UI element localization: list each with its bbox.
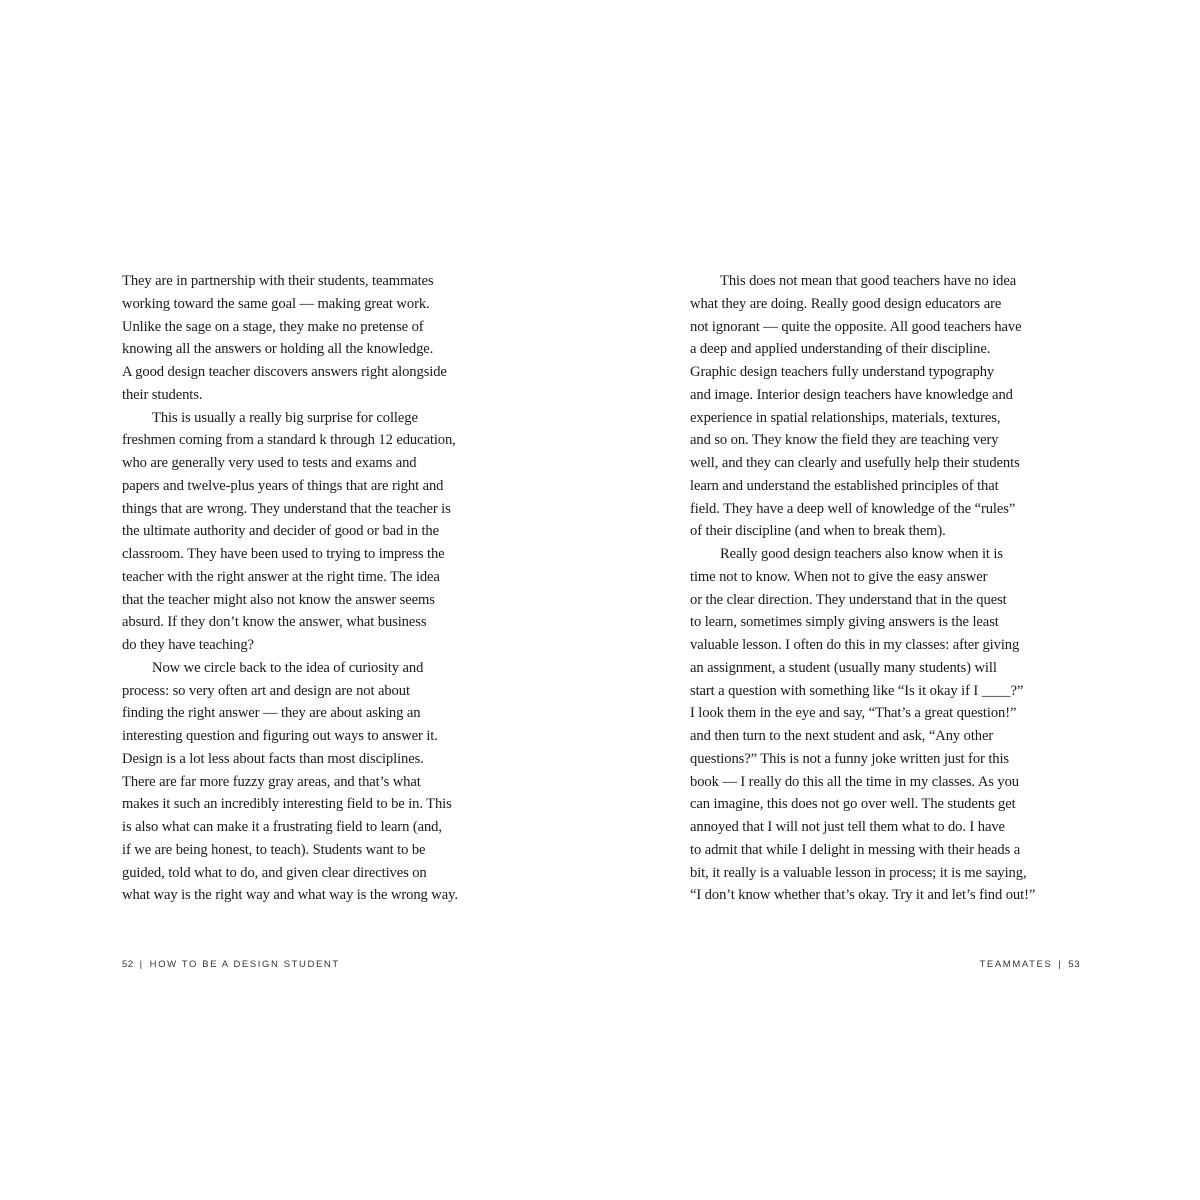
text-line: Design is a lot less about facts than most disciplines. — [122, 750, 424, 767]
text-line: who are generally very used to tests and exams and — [122, 455, 417, 471]
text-line: “I don’t know whether that’s okay. Try it and let’s find out!” — [690, 887, 1036, 904]
left-page-number: 52 — [122, 959, 134, 970]
text-line: working toward the same goal — making great work. — [122, 295, 430, 312]
text-line: a deep and applied understanding of their discipline. — [690, 341, 991, 358]
text-line: and image. Interior design teachers have knowledge and — [690, 386, 1013, 403]
text-line: time not to know. When not to give the easy answer — [690, 568, 988, 585]
text-line: that the teacher might also not know the answer seems — [122, 591, 435, 608]
text-line: interesting question and figuring out ways to answer it. — [122, 728, 438, 744]
text-line: what way is the right way and what way is the wrong way. — [122, 887, 458, 904]
text-line: of their discipline (and when to break them). — [690, 523, 946, 540]
text-line: what they are doing. Really good design educators are — [690, 295, 1002, 312]
text-line: start a question with something like “Is it okay if I ____?” — [690, 682, 1024, 699]
text-line: field. They have a deep well of knowledge of the “rules” — [690, 500, 1016, 517]
text-line: their students. — [122, 386, 203, 403]
text-line: Graphic design teachers fully understand typography — [690, 364, 995, 380]
text-line: is also what can make it a frustrating field to learn (and, — [122, 819, 442, 835]
text-line: absurd. If they don’t know the answer, what business — [122, 614, 427, 631]
right-page-body-text — [690, 270, 1080, 907]
text-line: makes it such an incredibly interesting field to be in. This — [122, 796, 452, 813]
text-line: not ignorant — quite the opposite. All good teachers have — [690, 318, 1022, 335]
text-line: process: so very often art and design are not about — [122, 682, 410, 699]
text-line: teacher with the right answer at the right time. The idea — [122, 568, 440, 585]
text-line: A good design teacher discovers answers right alongside — [122, 364, 447, 380]
text-line: annoyed that I will not just tell them what to do. I have — [690, 819, 1005, 835]
text-line: if we are being honest, to teach). Students want to be — [122, 841, 426, 858]
footer-separator: | — [1058, 959, 1063, 970]
text-line: to learn, sometimes simply giving answers is the least — [690, 614, 999, 631]
footer-separator: | — [139, 959, 144, 970]
text-line: do they have teaching? — [122, 637, 254, 653]
text-line: papers and twelve-plus years of things that are right and — [122, 477, 444, 494]
text-line: and then turn to the next student and ask, “Any other — [690, 728, 994, 744]
text-line: guided, told what to do, and given clear directives on — [122, 864, 427, 881]
left-page-footer — [122, 959, 340, 970]
text-line: and so on. They know the field they are teaching very — [690, 432, 999, 449]
text-line: This does not mean that good teachers have no idea — [720, 273, 1017, 289]
text-line: learn and understand the established principles of that — [690, 477, 999, 494]
left-page-body-text — [122, 270, 522, 907]
text-line: Unlike the sage on a stage, they make no pretense of — [122, 318, 424, 335]
text-line: This is usually a really big surprise for college — [152, 409, 418, 426]
text-line: experience in spatial relationships, materials, textures, — [690, 409, 1001, 426]
text-line: or the clear direction. They understand that in the quest — [690, 591, 1007, 608]
text-line: knowing all the answers or holding all the knowledge. — [122, 341, 434, 358]
text-line: to admit that while I delight in messing with their heads a — [690, 841, 1021, 858]
text-line: Really good design teachers also know when it is — [720, 546, 1003, 562]
text-line: can imagine, this does not go over well. The students get — [690, 796, 1016, 813]
text-line: an assignment, a student (usually many students) will — [690, 659, 997, 676]
text-line: There are far more fuzzy gray areas, and that’s what — [122, 773, 421, 790]
left-running-head: HOW TO BE A DESIGN STUDENT — [149, 959, 340, 970]
text-line: book — I really do this all the time in my classes. As you — [690, 773, 1020, 790]
right-running-head: TEAMMATES — [979, 959, 1053, 970]
text-line: They are in partnership with their students, teammates — [122, 273, 434, 289]
right-page-footer — [980, 959, 1080, 970]
right-page-number: 53 — [1068, 959, 1080, 970]
text-line: well, and they can clearly and usefully help their students — [690, 455, 1020, 471]
text-line: freshmen coming from a standard k through 12 education, — [122, 432, 456, 449]
text-line: questions?” This is not a funny joke written just for this — [690, 750, 1010, 767]
text-line: I look them in the eye and say, “That’s a great question!” — [690, 705, 1017, 722]
text-line: finding the right answer — they are about asking an — [122, 705, 421, 722]
text-line: things that are wrong. They understand that the teacher is — [122, 500, 451, 517]
text-line: classroom. They have been used to trying to impress the — [122, 546, 445, 562]
text-line: valuable lesson. I often do this in my classes: after giving — [690, 637, 1020, 653]
text-line: Now we circle back to the idea of curiosity and — [152, 659, 424, 676]
text-line: bit, it really is a valuable lesson in process; it is me saying, — [690, 864, 1027, 881]
text-line: the ultimate authority and decider of good or bad in the — [122, 523, 439, 540]
